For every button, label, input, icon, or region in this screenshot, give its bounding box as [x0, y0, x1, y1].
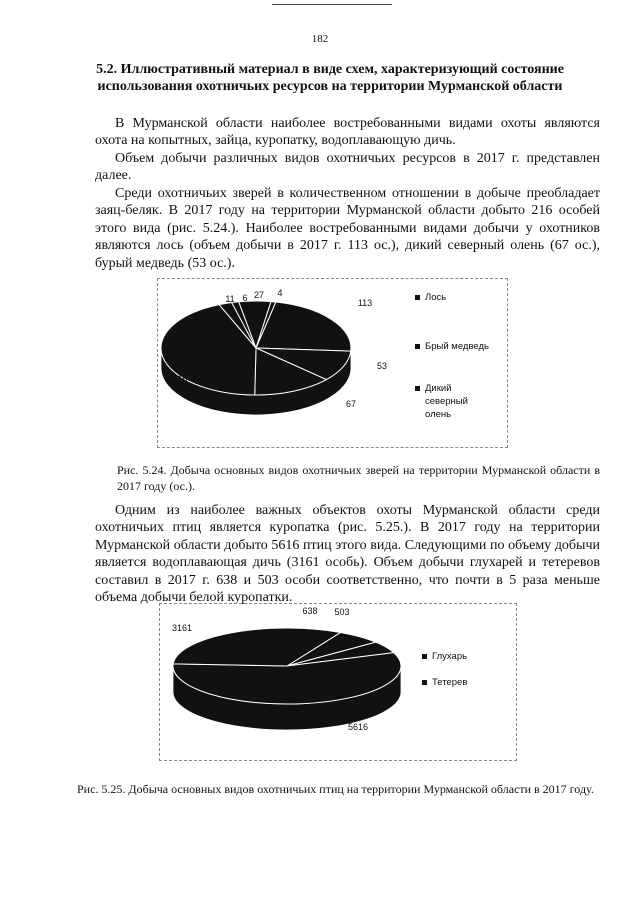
section-heading: 5.2. Иллюстративный материал в виде схем, характеризующий состояние использования охотничьих ресурсов на территории Мурманской области: [96, 62, 564, 94]
pie-chart-game-animals: [158, 279, 507, 447]
pie-data-label: 5616: [347, 722, 369, 732]
legend-swatch: [415, 295, 420, 300]
paragraph: [95, 502, 600, 606]
paragraph: [95, 185, 600, 272]
legend-swatch: [415, 386, 420, 391]
pie-data-label: 216: [172, 374, 188, 384]
legend-entry: Глухарь: [432, 651, 468, 662]
paragraph-text: В Мурманской области наиболее востребованными видами охоты являются охота на копытных, зайца, куропатку, водоплавающую дичь.: [95, 116, 600, 149]
legend-swatch: [422, 654, 427, 659]
paragraph: [95, 150, 600, 185]
paragraph: [95, 115, 600, 150]
legend-swatch: [415, 344, 420, 349]
paragraph-text: Одним из наиболее важных объектов охоты Мурманской области среди охотничьих птиц является куропатка (рис. 5.25.). В 2017 году на территории Мурманской области добыто 5616 птиц этого вида. Следующими по объему добычи является водоплавающая дичь (3161 особь). Объем добычи глухарей и тетеревов составил в 2017 г. 638 и 503 особи соответственно, что почти в 5 раза меньше объема добычи белой куропатки.: [95, 503, 600, 606]
pie-data-label: 53: [376, 361, 388, 371]
pie-data-label: 27: [253, 290, 265, 300]
pie-data-label: 11: [225, 294, 235, 304]
pie-data-label: 113: [357, 298, 373, 308]
chart-frame: [159, 603, 517, 761]
pie-data-label: 4: [277, 288, 283, 298]
paragraph-text: Среди охотничьих зверей в количественном отношении в добыче преобладает заяц-беляк. В 2017 году на территории Мурманской области добыто 216 особей этого вида (рис. 5.24.). Наиболее востребованными видами добычи у охотников являются лось (объем добычи в 2017 г. 113 ос.), дикий северный олень (67 ос.), бурый медведь (53 ос.).: [95, 186, 600, 271]
pie-data-label: 638: [302, 606, 318, 616]
legend-entry: Брый медведь: [425, 341, 489, 352]
pie-chart-game-birds: [160, 604, 516, 760]
figure-caption: Рис. 5.25. Добыча основных видов охотничьих птиц на территории Мурманской области в 2017 году.: [77, 782, 594, 796]
pie-data-label: 3161: [171, 623, 193, 633]
top-rule: [272, 4, 392, 5]
chart-frame: [157, 278, 508, 448]
pie-data-label: 6: [242, 293, 248, 303]
paragraph-text: Объем добычи различных видов охотничьих ресурсов в 2017 г. представлен далее.: [95, 151, 600, 184]
legend-entry: Тетерев: [432, 677, 468, 688]
legend-swatch: [422, 680, 427, 685]
legend-entry: Дикий северный олень: [425, 383, 468, 420]
figure-caption: Рис. 5.24. Добыча основных видов охотничьих зверей на территории Мурманской области в 2017 году (ос.).: [117, 463, 600, 493]
pie-data-label: 67: [345, 399, 357, 409]
legend-entry: Лось: [425, 292, 447, 303]
page-number: 182: [311, 33, 329, 45]
pie-data-label: 503: [334, 607, 350, 617]
